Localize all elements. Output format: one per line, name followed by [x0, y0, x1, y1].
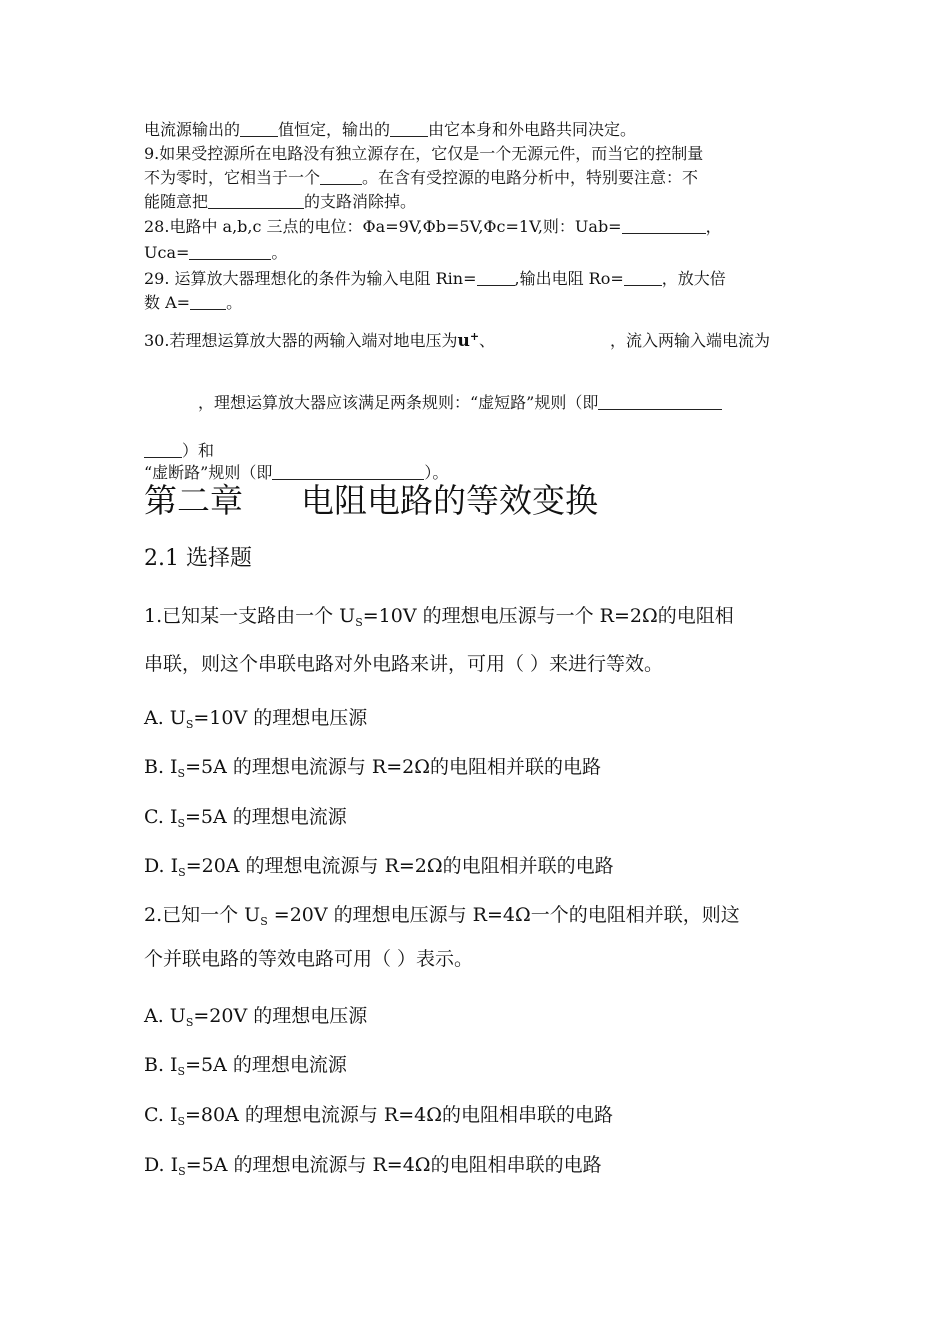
text: D. I [144, 1154, 179, 1176]
question-2-option-d [144, 1150, 602, 1177]
symbol-plus: + [469, 330, 480, 343]
blank [190, 293, 226, 310]
section-heading: 2.1 选择题 [144, 546, 252, 571]
text: 。在含有受控源的电路分析中，特别要注意：不 [362, 168, 699, 187]
question-1-option-a [144, 703, 367, 730]
text: A. U [144, 1005, 186, 1027]
symbol-u: u [457, 331, 470, 351]
text: =80A 的理想电流源与 R=4Ω的电阻相串联的电路 [185, 1104, 613, 1126]
question-29-line-2 [144, 290, 242, 313]
text: =5A 的理想电流源与 R=4Ω的电阻相串联的电路 [185, 1154, 602, 1176]
text: ，理想运算放大器应该满足两条规则：“虚短路”规则（即 [198, 393, 599, 412]
subscript: S [177, 1115, 185, 1128]
text: 1.已知某一支路由一个 U [144, 605, 356, 627]
blank [477, 269, 515, 286]
text: ）。 [424, 463, 449, 482]
question-2-line-1 [144, 900, 740, 927]
question-2-line-2: 个并联电路的等效电路可用（ ）表示。 [144, 948, 474, 970]
blank [208, 192, 304, 209]
text: =10V 的理想电压源 [193, 707, 368, 729]
text: 。 [226, 293, 243, 312]
question-28-line-1 [144, 214, 722, 237]
text: =5A 的理想电流源 [185, 806, 347, 828]
text: ）和 [182, 441, 215, 460]
question-29-line-1 [144, 266, 726, 289]
chapter-number: 第二章 [144, 481, 243, 520]
blank [144, 441, 182, 458]
text: A. U [144, 707, 186, 729]
question-28-line-2 [144, 240, 287, 263]
text: ，流入两输入端电流为 [610, 331, 771, 350]
question-1-line-2: 串联，则这个串联电路对外电路来讲，可用（ ）来进行等效。 [144, 653, 664, 675]
text: 、 [479, 331, 496, 350]
subscript: S [260, 915, 268, 928]
subscript: S [178, 1165, 186, 1178]
text: 不为零时，它相当于一个 [144, 168, 321, 187]
subscript: S [355, 616, 363, 629]
subscript: S [177, 817, 185, 830]
text: ，放大倍 [661, 269, 726, 288]
text: 30.若理想运算放大器的两输入端对地电压为 [144, 331, 458, 350]
text: =20A 的理想电流源与 R=2Ω的电阻相并联的电路 [185, 855, 614, 877]
question-1-option-b [144, 752, 601, 779]
question-30-line-1 [144, 328, 495, 351]
blank [624, 269, 662, 286]
question-2-option-c [144, 1100, 613, 1127]
text: 9.如果受控源所在电路没有独立源存在，它仅是一个无源元件，而当它的控制量 [144, 144, 704, 163]
blank [598, 393, 722, 410]
text: Uca= [144, 243, 190, 262]
question-2-option-b [144, 1050, 347, 1077]
text: B. I [144, 1054, 178, 1076]
question-1-line-1 [144, 601, 734, 628]
text: 电流源输出的 [144, 120, 241, 139]
text: 能随意把 [144, 192, 209, 211]
subscript: S [185, 718, 194, 731]
text: 。 [271, 243, 288, 262]
question-1-option-c [144, 802, 347, 829]
text: 29. 运算放大器理想化的条件为输入电阻 Rin= [144, 269, 477, 288]
question-30-line-3 [144, 438, 214, 461]
text: 值恒定，输出的 [278, 120, 391, 139]
subscript: S [178, 866, 186, 879]
blank [189, 243, 271, 260]
text: 的支路消除掉。 [304, 192, 417, 211]
text: =10V 的理想电压源与一个 R=2Ω的电阻相 [362, 605, 734, 627]
text: 2.已知一个 U [144, 904, 261, 926]
question-30-line-2 [198, 390, 722, 413]
text: ,输出电阻 Ro= [514, 269, 624, 288]
text: 由它本身和外电路共同决定。 [428, 120, 637, 139]
blank [622, 217, 706, 234]
chapter-title: 电阻电路的等效变换 [301, 481, 598, 520]
text: 28.电路中 a,b,c 三点的电位：Φa=9V,Φb=5V,Φc=1V,则：Uab= [144, 217, 622, 236]
blank [240, 120, 278, 137]
text-line-current-source [144, 117, 636, 140]
subscript: S [177, 1065, 186, 1078]
question-9-line-3 [144, 189, 416, 212]
question-1-option-d [144, 851, 614, 878]
chapter-heading [144, 475, 598, 522]
text: C. I [144, 1104, 178, 1126]
subscript: S [185, 1016, 194, 1029]
text: 数 A= [144, 293, 191, 312]
question-9-line-1 [144, 141, 703, 164]
u-plus-symbol [457, 331, 479, 351]
subscript: S [177, 767, 186, 780]
question-9-line-2 [144, 165, 698, 188]
text: “虚断路”规则（即 [144, 463, 273, 482]
blank [390, 120, 428, 137]
question-30-line-1-right [610, 328, 770, 351]
text: =5A 的理想电流源 [185, 1054, 347, 1076]
text: B. I [144, 756, 178, 778]
text: ， [705, 217, 722, 236]
blank [320, 168, 362, 185]
text: =20V 的理想电压源与 R=4Ω一个的电阻相并联，则这 [267, 904, 740, 926]
text: D. I [144, 855, 179, 877]
text: =5A 的理想电流源与 R=2Ω的电阻相并联的电路 [185, 756, 601, 778]
text: C. I [144, 806, 178, 828]
text: =20V 的理想电压源 [193, 1005, 368, 1027]
question-2-option-a [144, 1001, 367, 1028]
